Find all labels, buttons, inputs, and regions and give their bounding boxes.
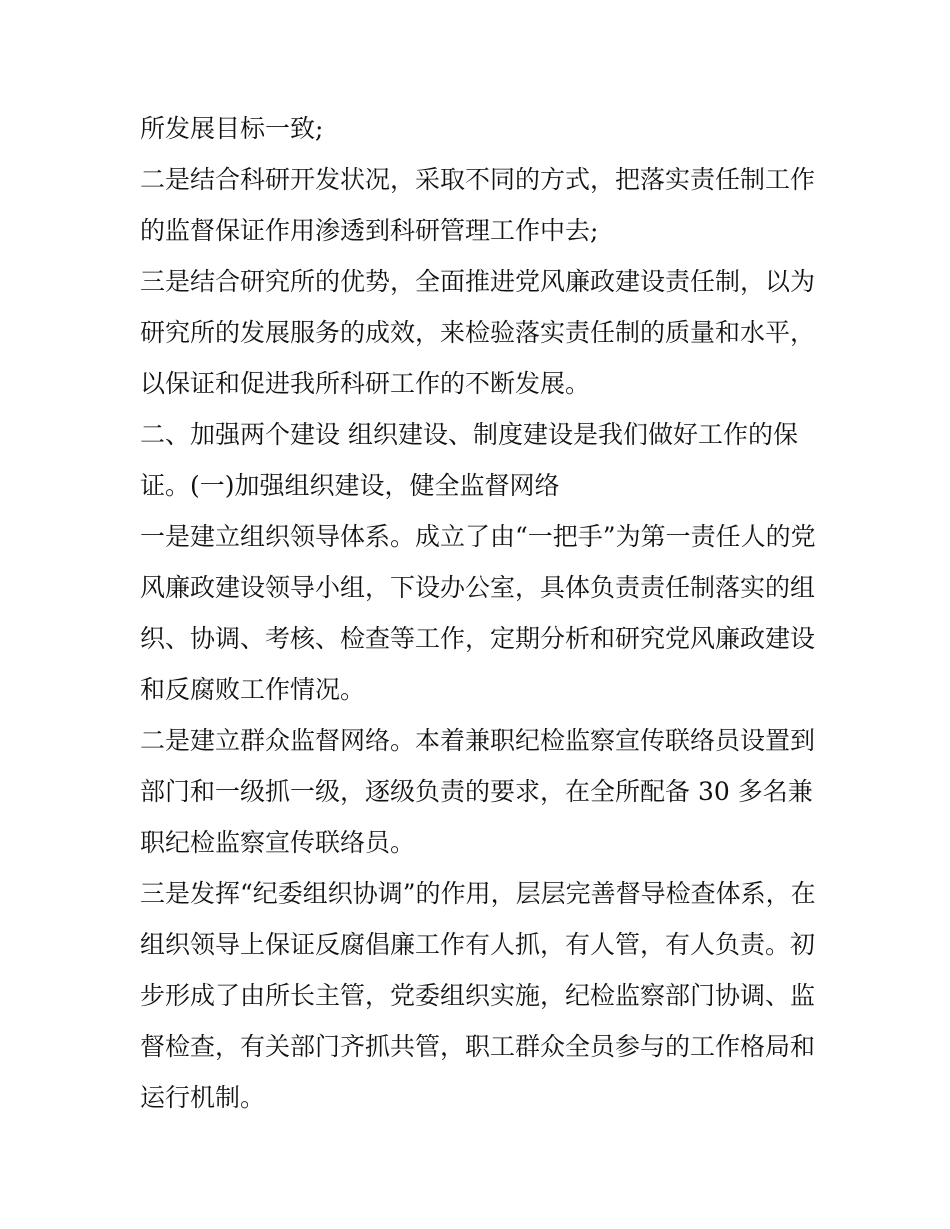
text-line: 督检查，有关部门齐抓共管，职工群众全员参与的工作格局和	[140, 1032, 816, 1061]
text-line: 织、协调、考核、检查等工作，定期分析和研究党风廉政建设	[140, 624, 816, 653]
text-line: 二是结合科研开发状况，采取不同的方式，把落实责任制工作	[140, 165, 816, 194]
text-line: 职纪检监察宣传联络员。	[140, 828, 416, 857]
text-line: 运行机制。	[140, 1083, 266, 1112]
document-body	[140, 103, 820, 1123]
text-line: 三是结合研究所的优势，全面推进党风廉政建设责任制，以为	[140, 267, 816, 296]
text-line: 以保证和促进我所科研工作的不断发展。	[140, 369, 591, 398]
text-line: 的监督保证作用渗透到科研管理工作中去;	[140, 216, 599, 245]
text-line: 和反腐败工作情况。	[140, 675, 366, 704]
text-line: 二、加强两个建设 组织建设、制度建设是我们做好工作的保	[140, 420, 798, 449]
text-line: 三是发挥“纪委组织协调”的作用，层层完善督导检查体系，在	[140, 879, 816, 908]
text-line: 组织领导上保证反腐倡廉工作有人抓，有人管，有人负责。初	[140, 930, 816, 959]
text-line: 研究所的发展服务的成效，来检验落实责任制的质量和水平，	[140, 318, 816, 347]
text-line: 所发展目标一致;	[140, 114, 324, 143]
text-line: 部门和一级抓一级，逐级负责的要求，在全所配备 30 多名兼	[140, 777, 813, 806]
text-line: 一是建立组织领导体系。成立了由“一把手”为第一责任人的党	[140, 522, 816, 551]
text-line: 证。(一)加强组织建设，健全监督网络	[140, 471, 560, 500]
text-line: 步形成了由所长主管，党委组织实施，纪检监察部门协调、监	[140, 981, 816, 1010]
text-line: 二是建立群众监督网络。本着兼职纪检监察宣传联络员设置到	[140, 726, 816, 755]
text-line: 风廉政建设领导小组，下设办公室，具体负责责任制落实的组	[140, 573, 816, 602]
